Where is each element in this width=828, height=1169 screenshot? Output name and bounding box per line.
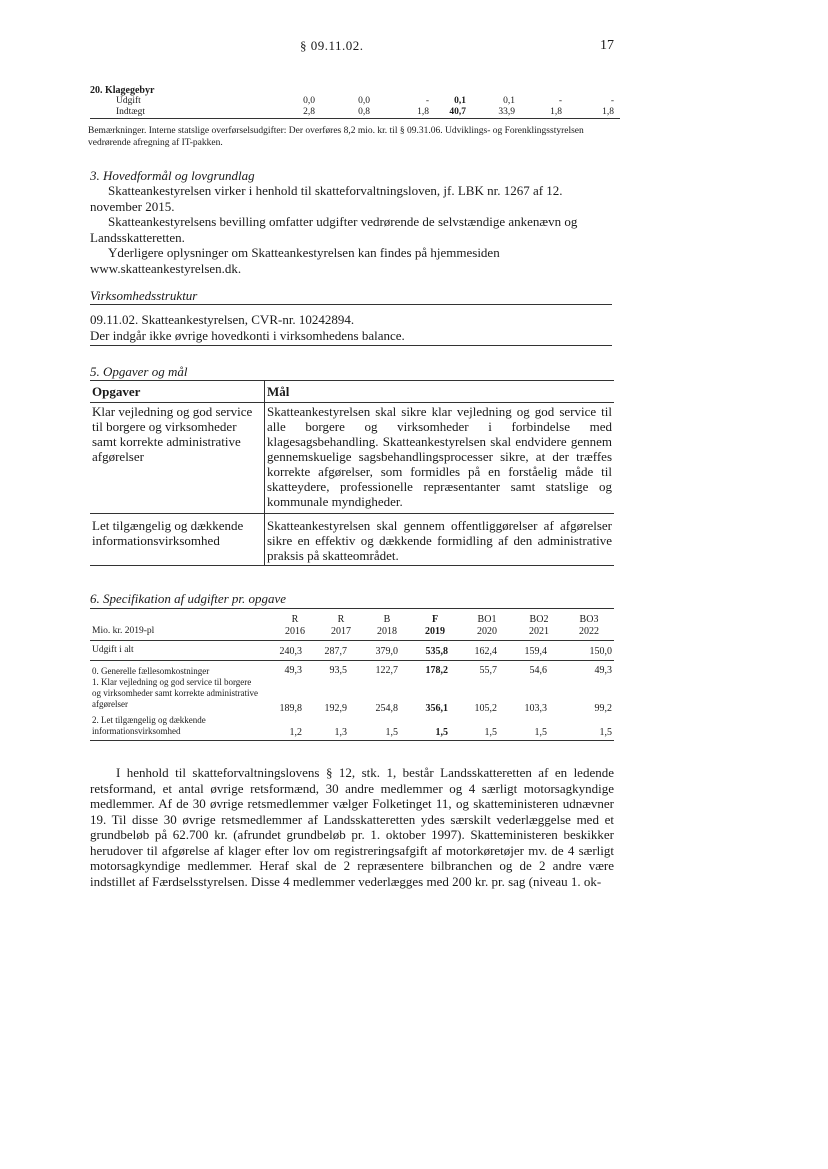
page-section-title: § 09.11.02. [300,38,364,53]
value-cell: 162,4 [474,646,497,657]
value-cell: 105,2 [474,703,497,714]
value-cell: 93,5 [329,665,347,676]
goal-cell: Skatteankestyrelsen skal sikre klar vejledning og god service til alle borgere og virksomheder i forbindelse med klagesagsbehandling. Skatteankestyrelsen skal endvidere gennem gennemskuelige sagsbehandlingsprocesser sikre, at der træffes korrekte afgørelser, som formidles på en forståelig måde til skatteydere, professionelle repræsentanter samt statslige og kommunale myndigheder. [265,403,615,514]
table-header-row [90,381,614,403]
value-cell: 122,7 [375,665,398,676]
paragraph: Skatteankestyrelsen virker i henhold til skatteforvaltningsloven, jf. LBK nr. 1267 af 12. november 2015. [90,183,563,214]
value-cell: 240,3 [279,646,302,657]
value-cell: 1,5 [599,727,612,738]
column-header: B 2018 [377,614,397,637]
value-cell: - [610,96,614,106]
value-cell: 192,9 [324,703,347,714]
value-cell: 287,7 [324,646,347,657]
paragraph: I henhold til skatteforvaltningslovens § 12, stk. 1, består Landsskatteretten af en ledende retsformand, et antal øvrige retsformænd, 30 andre medlemmer og 4 særligt motorsagkyndige medlemmer. Af de 30 øvrige retsmedlemmer vælger Folketinget 11, og skatteministeren udnævner 19. Til disse 30 øvrige retsmedlemmer af Landsskatteretten ydes særskilt vederlæggelse med et grundbeløb på 62.700 kr. (afrundet grundbeløb pr. 1. oktober 1997). Skatteministeren beskikker herudover til afgørelse af klager efter lov om registreringsafgift af motorkøretøjer mv. de 4 særligt motorsagkyndige medlemmer. Heraf skal de 2 repræsentere bilbranchen og de 2 andre være indstillet af Færdselsstyrelsen. Disse 4 medlemmer vederlægges med 200 kr. pr. sag (niveau 1. ok- [90,765,614,889]
divider [90,660,614,661]
value-cell: 1,5 [385,727,398,738]
section-5-title: 5. Opgaver og mål [90,364,188,379]
paragraph: 09.11.02. Skatteankestyrelsen, CVR-nr. 10242894. [90,312,355,327]
value-cell: 379,0 [375,646,398,657]
value-cell: 1,3 [334,727,347,738]
value-cell: 0,1 [454,96,466,106]
value-cell: 2,8 [303,107,315,117]
value-cell: 49,3 [594,665,612,676]
value-cell: 1,5 [435,727,448,738]
unit-label: Mio. kr. 2019-pl [92,626,155,636]
value-cell: 99,2 [594,703,612,714]
column-header: Opgaver [90,381,265,403]
divider [90,345,612,346]
value-cell: 150,0 [589,646,612,657]
page-number: 17 [600,38,614,53]
value-cell: 356,1 [425,703,448,714]
row-label: 0. Generelle fællesomkostninger [92,666,210,676]
divider [90,640,614,641]
value-cell: 103,3 [524,703,547,714]
row-label: Udgift i alt [92,645,134,655]
value-cell: 0,0 [303,96,315,106]
value-cell: 0,8 [358,107,370,117]
paragraph: Yderligere oplysninger om Skatteankestyrelsen kan findes på hjemmesiden www.skatteankestyrelsen.dk. [90,245,500,276]
column-header: R 2016 [285,614,305,637]
value-cell: 159,4 [524,646,547,657]
value-cell: 0,0 [358,96,370,106]
value-cell: 178,2 [425,665,448,676]
goal-cell: Skatteankestyrelsen skal gennem offentliggørelser af afgørelser sikre en effektiv og dækkende formidling af den administrative praksis på skatteområdet. [265,514,615,566]
row-label: 1. Klar vejledning og god service til borgere og virksomheder samt korrekte administrative afgørelser [92,677,258,709]
value-cell: - [558,96,562,106]
virksomhed-title: Virksomhedsstruktur [90,288,198,303]
value-cell: 1,2 [289,727,302,738]
divider [90,608,614,609]
paragraph: Der indgår ikke øvrige hovedkonti i virksomhedens balance. [90,327,405,343]
table-row [90,403,614,514]
value-cell: 254,8 [375,703,398,714]
column-header: BO2 2021 [529,614,549,637]
table-row [90,96,620,107]
table-row [90,107,620,119]
column-header: F 2019 [425,614,445,637]
column-header: BO1 2020 [477,614,497,637]
value-cell: 49,3 [284,665,302,676]
column-header: BO3 2022 [579,614,599,637]
value-cell: 1,8 [602,107,614,117]
value-cell: 1,5 [484,727,497,738]
column-header: R 2017 [331,614,351,637]
value-cell: 54,6 [529,665,547,676]
value-cell: 535,8 [425,646,448,657]
value-cell: 1,5 [534,727,547,738]
value-cell: 1,8 [417,107,429,117]
divider [90,304,612,305]
value-cell: 1,8 [550,107,562,117]
section-20 [90,85,620,119]
section-3-title: 3. Hovedformål og lovgrundlag [90,168,255,183]
value-cell: 0,1 [503,96,515,106]
column-header: Mål [265,381,615,403]
value-cell: - [425,96,429,106]
value-cell: 40,7 [449,107,466,117]
section-6-title: 6. Specifikation af udgifter pr. opgave [90,591,287,606]
divider [90,740,614,741]
value-cell: 55,7 [479,665,497,676]
row-label: Indtægt [116,107,146,117]
paragraph: Skatteankestyrelsens bevilling omfatter udgifter vedrørende de selvstændige ankenævn og Landsskatteretten. [90,214,578,245]
virksomhed-body [90,312,612,343]
remark-note: Bemærkninger. Interne statslige overførselsudgifter: Der overføres 8,2 mio. kr. til § 09.31.06. Udviklings- og Forenklingsstyrelsen vedrørende afregning af IT-pakken. [88,126,584,148]
task-cell: Klar vejledning og god service til borgere og virksomheder samt korrekte administrative afgørelser [90,403,265,514]
value-cell: 33,9 [498,107,515,117]
row-label: 2. Let tilgængelig og dækkende informationsvirksomhed [92,715,206,736]
tasks-goals-table [90,380,614,566]
row-label: Udgift [116,96,141,106]
section-20-title: 20. Klagegebyr [90,85,155,96]
section-3-body [90,183,616,276]
table-row [90,514,614,566]
value-cell: 189,8 [279,703,302,714]
task-cell: Let tilgængelig og dækkende informationsvirksomhed [90,514,265,566]
